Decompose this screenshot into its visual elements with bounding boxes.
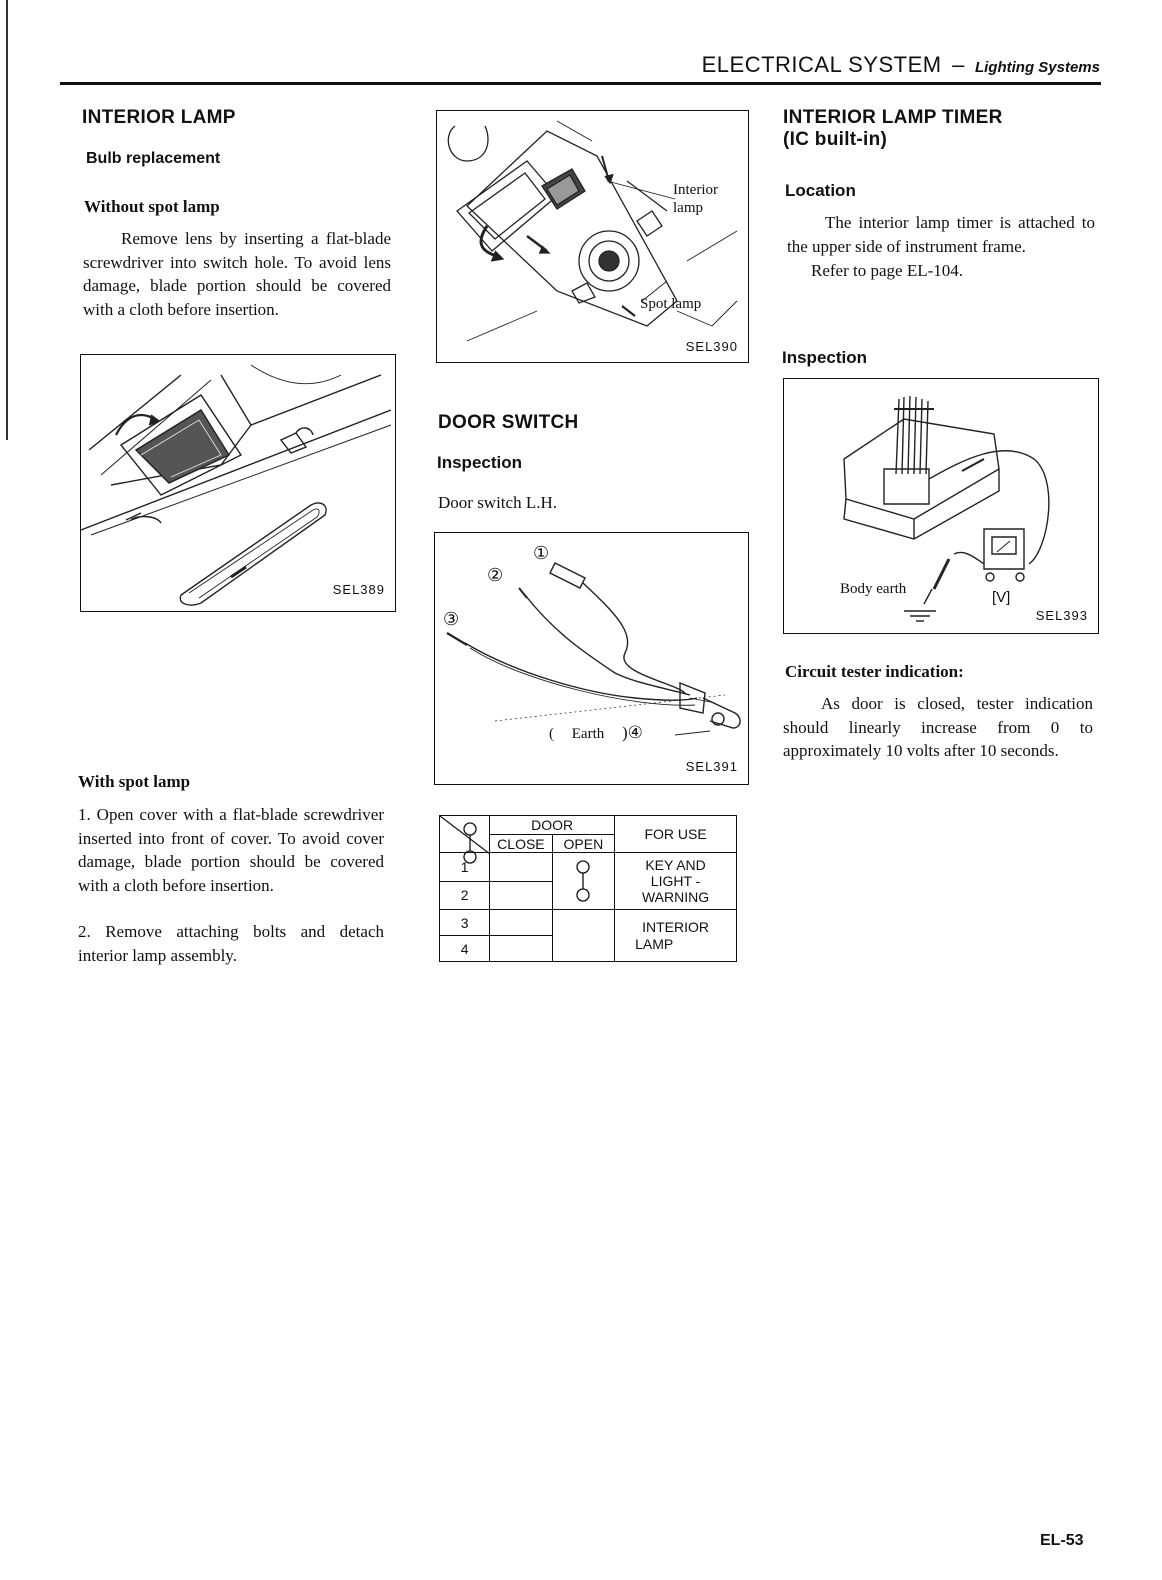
use-1-line1: KEY AND [645,857,706,873]
without-spot-lamp-label: Without spot lamp [84,197,220,216]
figure-code-sel389: SEL389 [332,582,385,597]
figure-sel389 [80,354,396,612]
figure-sel391 [434,532,749,785]
binding-mark [6,0,8,440]
figure-code-sel390: SEL390 [685,339,738,354]
use-interior-lamp [615,910,737,962]
header-title: ELECTRICAL SYSTEM [701,52,942,77]
timer-heading-line1: INTERIOR LAMP TIMER [783,107,1003,128]
header-dash: – [946,52,971,77]
earth-close-callout-4: )④ [621,723,643,742]
earth-label-group [549,723,643,743]
door-switch-inspection: Inspection [437,453,523,472]
header-open: OPEN [552,835,614,853]
earth-label: Earth [571,726,605,742]
interior-lamp-drawing [81,355,397,613]
timer-location-heading: Location [785,181,856,200]
figure-code-sel393: SEL393 [1035,608,1088,623]
label-interior-lamp [673,181,718,217]
with-spot-lamp-label: With spot lamp [78,772,191,791]
page-number: EL-53 [1040,1532,1084,1549]
bulb-replacement-heading: Bulb replacement [86,150,221,167]
without-spot-lamp-text: Remove lens by inserting a flat-blade screwdriver into switch hole. To avoid lens damage, blade portion should be covered with a cloth before insertion. [83,229,391,319]
timer-heading [783,107,1003,151]
door-switch-table [439,815,737,962]
page-header [600,52,1100,78]
timer-location-text: The interior lamp timer is attached to the upper side of instrument frame. [787,213,1095,256]
row-close-cell [490,881,552,910]
interior-lamp-heading: INTERIOR LAMP [82,107,236,128]
continuity-icon [440,816,500,870]
label-body-earth: Body earth [840,581,907,597]
header-door: DOOR [490,816,615,835]
timer-inspection-heading: Inspection [782,348,868,367]
figure-sel390 [436,110,749,363]
continuity-symbol-1-2 [552,853,614,910]
label-spot-lamp: Spot lamp [640,296,702,312]
continuity-icon [553,854,613,908]
row-close-cell [490,936,552,962]
tester-indication-text: As door is closed, tester indication should linearly increase from 0 to approximately 10 volts after 10 seconds. [783,694,1093,760]
door-switch-heading: DOOR SWITCH [438,412,579,433]
with-spot-lamp-step2: 2. Remove attaching bolts and detach interior lamp assembly. [78,922,384,965]
tester-indication-label: Circuit tester indication: [785,662,964,681]
with-spot-lamp-step1: 1. Open cover with a flat-blade screwdriver inserted into front of cover. To avoid cover damage, blade portion should be covered with a cloth before insertion. [78,805,384,895]
header-subtitle: Lighting Systems [974,59,1100,76]
timer-tester-drawing [784,379,1100,635]
earth-open-paren: ( [549,726,554,742]
label-volt: [V] [992,589,1011,606]
row-close-cell [490,910,552,936]
row-number: 2 [440,881,490,910]
timer-refer: Refer to page EL-104. [811,261,963,280]
row-number: 1 [440,853,490,882]
door-switch-caption: Door switch L.H. [438,493,557,512]
header-for-use: FOR USE [615,816,737,853]
figure-sel393 [783,378,1099,634]
row-number: 3 [440,910,490,936]
use-1-line3: WARNING [641,889,710,905]
use-key-light-warning [615,853,737,910]
callout-2: ② [487,565,504,585]
figure-code-sel391: SEL391 [685,759,738,774]
door-switch-drawing [435,533,750,786]
row-number: 4 [440,936,490,962]
callout-1: ① [533,543,550,563]
label-lamp: lamp [673,200,703,216]
label-interior: Interior [673,182,718,198]
use-2-line1: INTERIOR [642,918,709,935]
header-rule [60,82,1101,85]
use-1-line2: LIGHT - [650,873,701,889]
timer-heading-line2: (IC built-in) [783,129,888,150]
use-2-line2: LAMP [635,935,674,952]
callout-3: ③ [443,609,460,629]
header-close: CLOSE [490,835,552,853]
spot-lamp-drawing [437,111,750,364]
continuity-symbol-3-4 [552,910,614,962]
